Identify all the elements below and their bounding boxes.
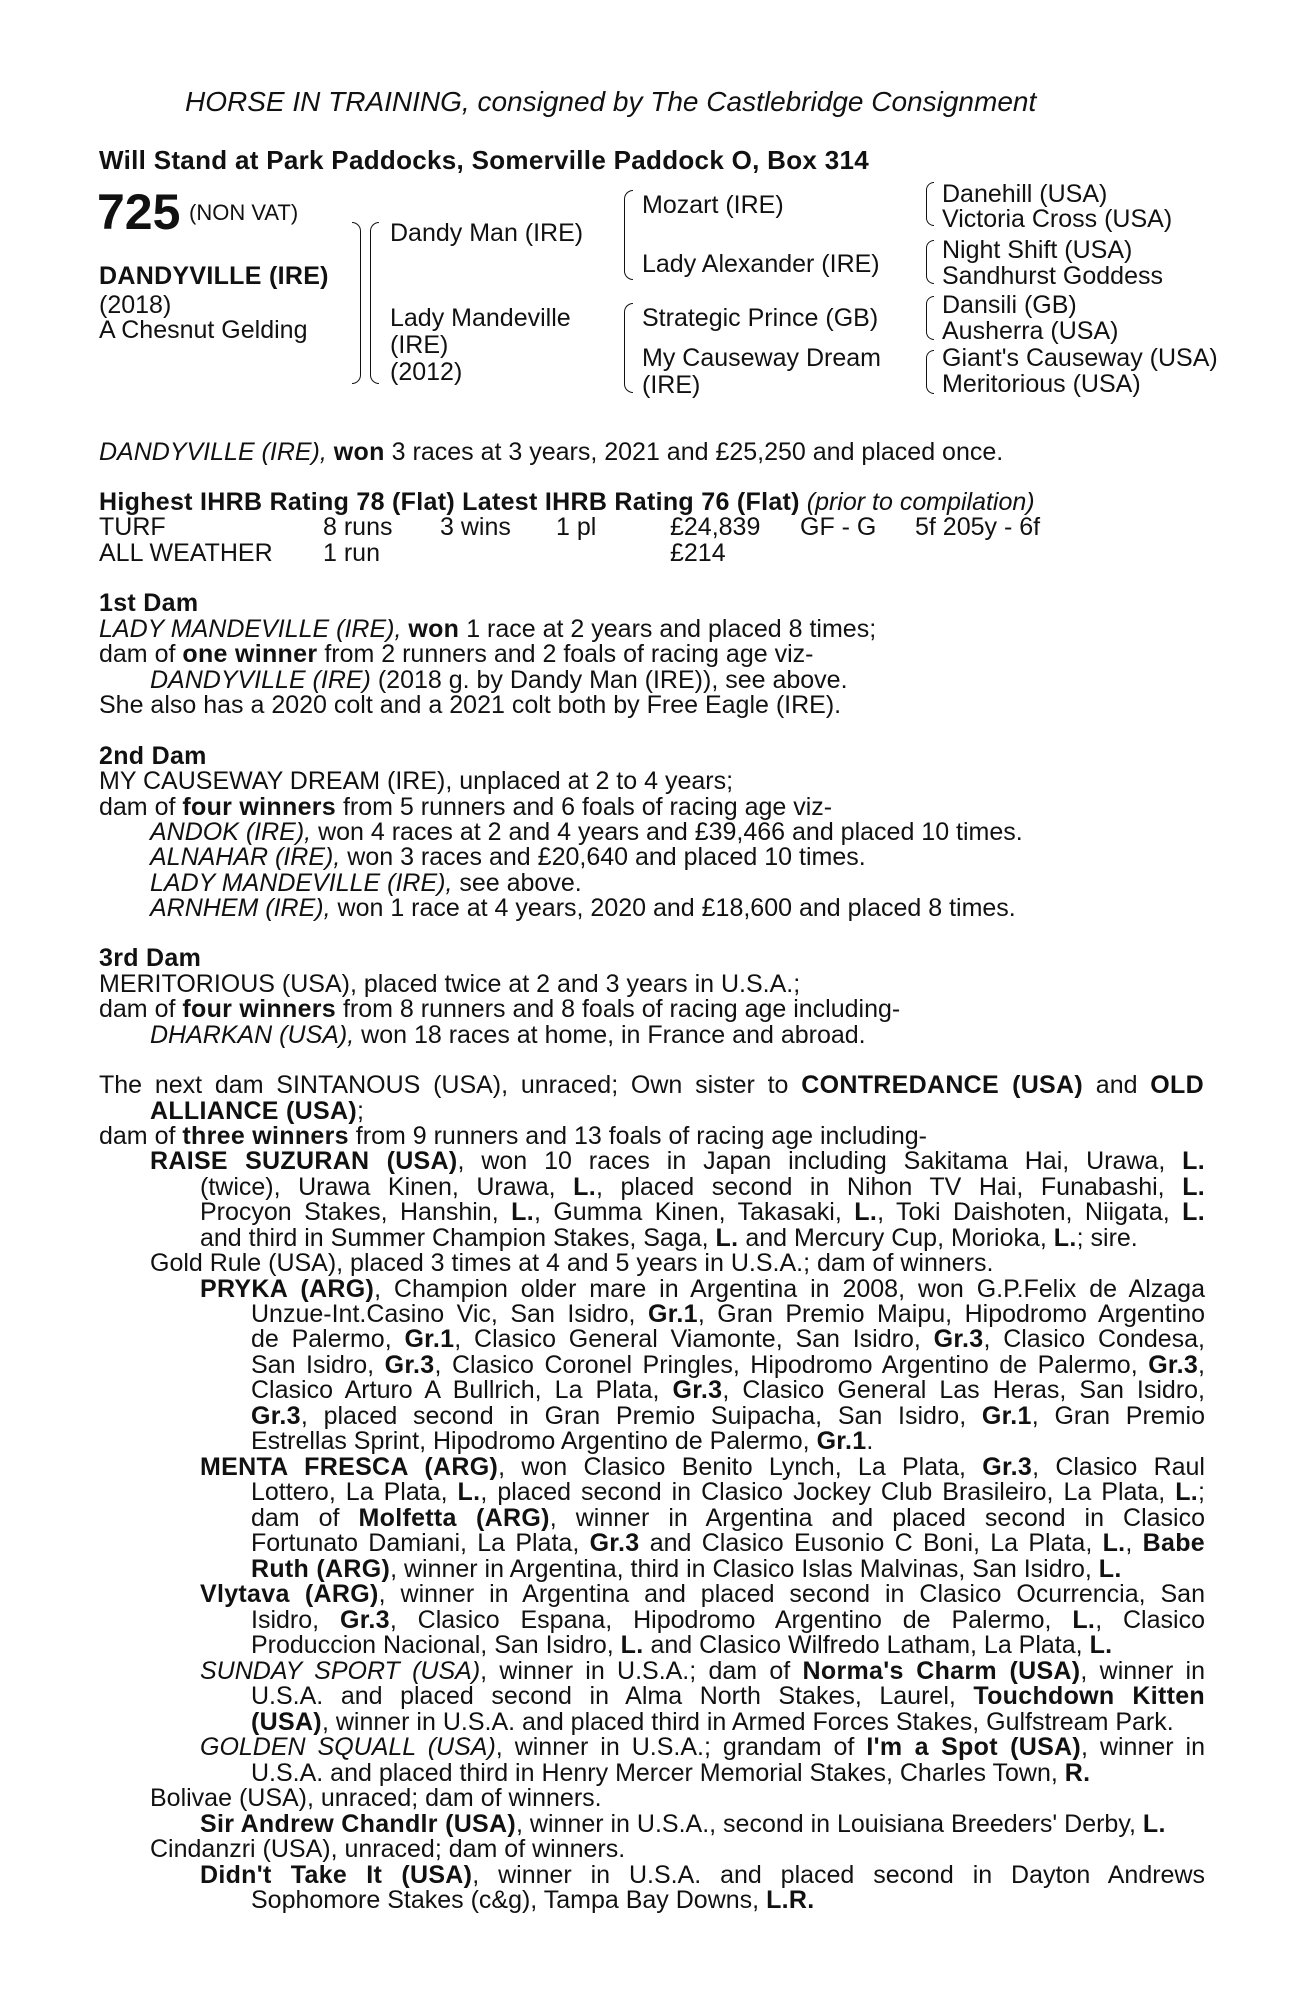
runner-entry: U.S.A. and placed third in Henry Mercer Memorial Stakes, Charles Town, R.: [251, 1759, 1091, 1787]
section-heading: 2nd Dam: [99, 742, 207, 770]
pedigree-brace: [624, 303, 633, 393]
next-dam-line: The next dam SINTANOUS (USA), unraced; Own sister to CONTREDANCE (USA) and OLD: [99, 1071, 1204, 1099]
runner-entry: Ruth (ARG), winner in Argentina, third in Clasico Islas Malvinas, San Isidro, L.: [251, 1555, 1122, 1583]
pedigree-brace: [370, 222, 379, 384]
section-heading: 3rd Dam: [99, 944, 202, 972]
dam-line-3: (2012): [390, 358, 463, 386]
runner-entry: Bolivae (USA), unraced; dam of winners.: [150, 1784, 602, 1812]
grandsire-1: Mozart (IRE): [642, 191, 784, 219]
dam-line-1: Lady Mandeville: [390, 304, 571, 332]
aw-earnings: £214: [670, 539, 726, 567]
runner-entry: Isidro, Gr.3, Clasico Espana, Hipodromo Argentino de Palermo, L., Clasico: [251, 1606, 1205, 1634]
surface-turf: TURF: [99, 513, 166, 541]
runner-entry: Didn't Take It (USA), winner in U.S.A. and placed second in Dayton Andrews: [200, 1861, 1206, 1889]
pedigree-brace: [624, 190, 633, 280]
dam1-line: dam of one winner from 2 runners and 2 foals of racing age viz-: [99, 640, 814, 668]
dam2-runner: ARNHEM (IRE), won 1 race at 4 years, 2020 and £18,600 and placed 8 times.: [150, 894, 1016, 922]
ratings-line: Highest IHRB Rating 78 (Flat) Latest IHRB Rating 76 (Flat) (prior to compilation): [99, 488, 1035, 516]
grandsire-2: Strategic Prince (GB): [642, 304, 879, 332]
pedigree-brace: [352, 222, 361, 384]
runner-entry: RAISE SUZURAN (USA), won 10 races in Japan including Sakitama Hai, Urawa, L.: [150, 1147, 1205, 1175]
runner-entry: Vlytava (ARG), winner in Argentina and placed second in Clasico Ocurrencia, San: [200, 1580, 1205, 1608]
dam2-line: dam of four winners from 5 runners and 6 foals of racing age viz-: [99, 793, 833, 821]
ggp-2: Victoria Cross (USA): [942, 205, 1173, 233]
runner-entry: Sir Andrew Chandlr (USA), winner in U.S.A., second in Louisiana Breeders' Derby, L.: [200, 1810, 1166, 1838]
ggp-7: Giant's Causeway (USA): [942, 344, 1218, 372]
horse-name: DANDYVILLE (IRE): [99, 262, 329, 290]
pedigree-brace: [926, 182, 934, 226]
dam1-line: DANDYVILLE (IRE) (2018 g. by Dandy Man (IRE)), see above.: [150, 666, 848, 694]
dam1-line: LADY MANDEVILLE (IRE), won 1 race at 2 years and placed 8 times;: [99, 615, 877, 643]
section-heading: 1st Dam: [99, 589, 199, 617]
ggp-5: Dansili (GB): [942, 291, 1077, 319]
runner-entry: Cindanzri (USA), unraced; dam of winners.: [150, 1835, 626, 1863]
ggp-3: Night Shift (USA): [942, 236, 1133, 264]
runner-entry: Sophomore Stakes (c&g), Tampa Bay Downs, L.R.: [251, 1886, 815, 1914]
pedigree-brace: [926, 350, 934, 394]
lot-number: 725: [97, 184, 181, 240]
runner-entry: Clasico Arturo A Bullrich, La Plata, Gr.3, Clasico General Las Heras, San Isidro,: [251, 1376, 1205, 1404]
runner-entry: de Palermo, Gr.1, Clasico General Viamonte, San Isidro, Gr.3, Clasico Condesa,: [251, 1325, 1205, 1353]
stand-location: Will Stand at Park Paddocks, Somerville Paddock O, Box 314: [99, 145, 869, 175]
dam1-line: She also has a 2020 colt and a 2021 colt both by Free Eagle (IRE).: [99, 691, 842, 719]
dam2-runner: ANDOK (IRE), won 4 races at 2 and 4 years and £39,466 and placed 10 times.: [150, 818, 1023, 846]
vat-status: (NON VAT): [189, 200, 299, 225]
dam3-line: MERITORIOUS (USA), placed twice at 2 and 3 years in U.S.A.;: [99, 970, 801, 998]
turf-distance: 5f 205y - 6f: [915, 513, 1041, 541]
granddam-2b: (IRE): [642, 371, 701, 399]
turf-wins: 3 wins: [440, 513, 511, 541]
runner-entry: MENTA FRESCA (ARG), won Clasico Benito Lynch, La Plata, Gr.3, Clasico Raul: [200, 1453, 1205, 1481]
runner-entry: SUNDAY SPORT (USA), winner in U.S.A.; dam of Norma's Charm (USA), winner in: [200, 1657, 1206, 1685]
aw-runs: 1 run: [323, 539, 380, 567]
runner-entry: GOLDEN SQUALL (USA), winner in U.S.A.; grandam of I'm a Spot (USA), winner in: [200, 1733, 1206, 1761]
dam3-runner: DHARKAN (USA), won 18 races at home, in France and abroad.: [150, 1021, 866, 1049]
turf-runs: 8 runs: [323, 513, 393, 541]
page-title: HORSE IN TRAINING, consigned by The Castlebridge Consignment: [185, 86, 1037, 117]
runner-entry: Estrellas Sprint, Hipodromo Argentino de Palermo, Gr.1.: [251, 1427, 874, 1455]
sire: Dandy Man (IRE): [390, 219, 584, 247]
ggp-1: Danehill (USA): [942, 180, 1108, 208]
next-dam-line: ALLIANCE (USA);: [150, 1097, 364, 1125]
granddam-1: Lady Alexander (IRE): [642, 250, 880, 278]
ggp-4: Sandhurst Goddess: [942, 262, 1163, 290]
surface-aw: ALL WEATHER: [99, 539, 273, 567]
runner-entry: and third in Summer Champion Stakes, Saga, L. and Mercury Cup, Morioka, L.; sire.: [200, 1224, 1138, 1252]
turf-placed: 1 pl: [556, 513, 597, 541]
runner-entry: Lottero, La Plata, L., placed second in Clasico Jockey Club Brasileiro, La Plata, L.;: [251, 1478, 1205, 1506]
runner-entry: Unzue-Int.Casino Vic, San Isidro, Gr.1, Gran Premio Maipu, Hipodromo Argentino: [251, 1300, 1206, 1328]
runner-entry: (twice), Urawa Kinen, Urawa, L., placed second in Nihon TV Hai, Funabashi, L.: [200, 1173, 1206, 1201]
turf-earnings: £24,839: [670, 513, 761, 541]
foaling-year: (2018): [99, 291, 172, 319]
dam-line-2: (IRE): [390, 331, 449, 359]
runner-entry: Gr.3, placed second in Gran Premio Suipacha, San Isidro, Gr.1, Gran Premio: [251, 1402, 1205, 1430]
runner-entry: (USA), winner in U.S.A. and placed third in Armed Forces Stakes, Gulfstream Park.: [251, 1708, 1174, 1736]
runner-entry: Gold Rule (USA), placed 3 times at 4 and 5 years in U.S.A.; dam of winners.: [150, 1249, 994, 1277]
runner-entry: dam of Molfetta (ARG), winner in Argentina and placed second in Clasico: [251, 1504, 1205, 1532]
runner-entry: U.S.A. and placed second in Alma North Stakes, Laurel, Touchdown Kitten: [251, 1682, 1205, 1710]
turf-going: GF - G: [800, 513, 877, 541]
ggp-6: Ausherra (USA): [942, 317, 1119, 345]
ggp-8: Meritorious (USA): [942, 370, 1141, 398]
dam2-line: MY CAUSEWAY DREAM (IRE), unplaced at 2 to 4 years;: [99, 767, 734, 795]
pedigree-brace: [926, 240, 934, 284]
race-summary: DANDYVILLE (IRE), won 3 races at 3 years, 2021 and £25,250 and placed once.: [99, 438, 1004, 466]
runner-entry: Fortunato Damiani, La Plata, Gr.3 and Clasico Eusonio C Boni, La Plata, L., Babe: [251, 1529, 1205, 1557]
horse-description: A Chesnut Gelding: [99, 316, 308, 344]
dam2-runner: LADY MANDEVILLE (IRE), see above.: [150, 869, 582, 897]
runner-entry: Procyon Stakes, Hanshin, L., Gumma Kinen, Takasaki, L., Toki Daishoten, Niigata, L.: [200, 1198, 1205, 1226]
next-dam-line: dam of three winners from 9 runners and 13 foals of racing age including-: [99, 1122, 927, 1150]
granddam-2a: My Causeway Dream: [642, 344, 881, 372]
runner-entry: Produccion Nacional, San Isidro, L. and Clasico Wilfredo Latham, La Plata, L.: [251, 1631, 1113, 1659]
dam2-runner: ALNAHAR (IRE), won 3 races and £20,640 and placed 10 times.: [150, 843, 866, 871]
pedigree-brace: [926, 296, 934, 340]
runner-entry: PRYKA (ARG), Champion older mare in Argentina in 2008, won G.P.Felix de Alzaga: [200, 1275, 1205, 1303]
dam3-line: dam of four winners from 8 runners and 8 foals of racing age including-: [99, 995, 901, 1023]
runner-entry: San Isidro, Gr.3, Clasico Coronel Pringles, Hipodromo Argentino de Palermo, Gr.3,: [251, 1351, 1205, 1379]
